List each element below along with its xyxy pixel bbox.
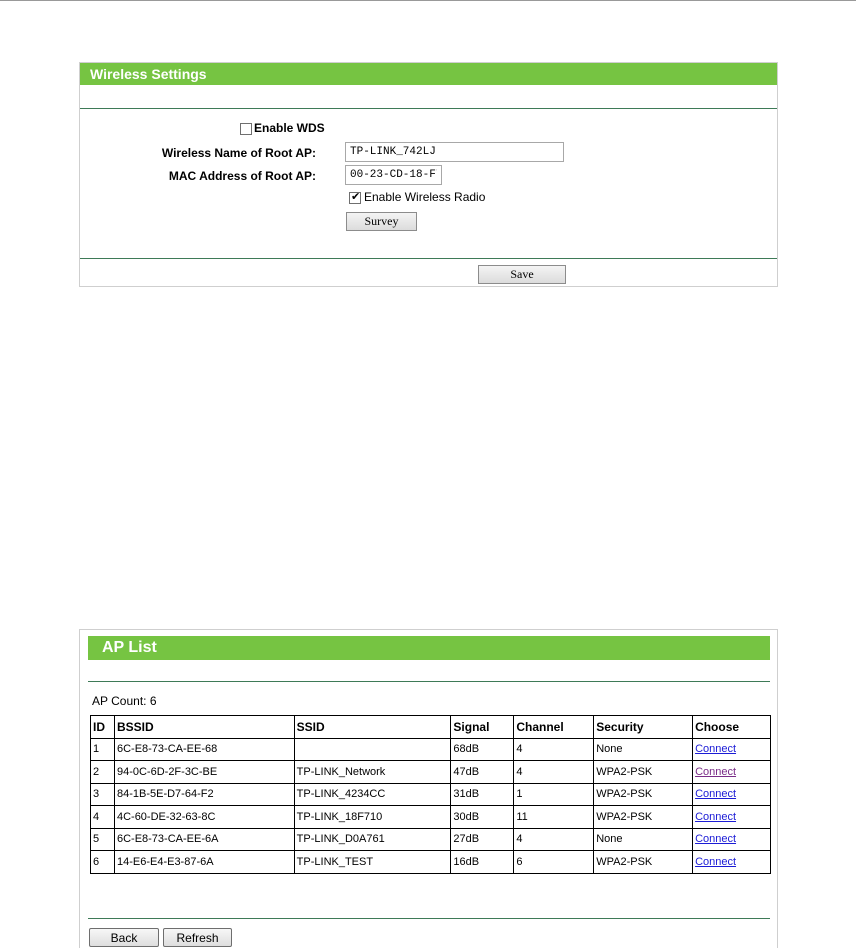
ap-count: AP Count: 6 [92, 694, 157, 708]
enable-wds-label: Enable WDS [254, 121, 325, 135]
ap-list-table [90, 715, 771, 874]
table-row [91, 851, 771, 874]
survey-button[interactable]: Survey [346, 212, 417, 231]
cell-channel: 11 [514, 806, 594, 829]
cell-bssid: 84-1B-5E-D7-64-F2 [114, 783, 294, 806]
top-rule [0, 0, 856, 1]
cell-security: WPA2-PSK [594, 783, 693, 806]
refresh-button[interactable]: Refresh [163, 928, 232, 947]
cell-id: 1 [91, 738, 115, 761]
cell-ssid: TP-LINK_TEST [294, 851, 451, 874]
cell-bssid: 94-0C-6D-2F-3C-BE [114, 761, 294, 784]
column-header-choose: Choose [693, 716, 771, 739]
cell-bssid: 6C-E8-73-CA-EE-68 [114, 738, 294, 761]
cell-channel: 4 [514, 738, 594, 761]
table-row [91, 828, 771, 851]
cell-signal: 68dB [451, 738, 514, 761]
cell-choose [693, 738, 771, 761]
cell-signal: 16dB [451, 851, 514, 874]
divider [88, 918, 770, 919]
cell-id: 5 [91, 828, 115, 851]
column-header-channel: Channel [514, 716, 594, 739]
cell-ssid: TP-LINK_4234CC [294, 783, 451, 806]
enable-wds-checkbox[interactable] [240, 123, 252, 135]
cell-security: WPA2-PSK [594, 851, 693, 874]
divider [80, 108, 777, 109]
wireless-settings-panel [79, 62, 778, 287]
cell-id: 2 [91, 761, 115, 784]
table-row [91, 783, 771, 806]
cell-choose [693, 761, 771, 784]
cell-choose [693, 851, 771, 874]
cell-bssid: 4C-60-DE-32-63-8C [114, 806, 294, 829]
cell-choose [693, 806, 771, 829]
table-row [91, 761, 771, 784]
divider [88, 681, 770, 682]
table-row [91, 738, 771, 761]
cell-signal: 31dB [451, 783, 514, 806]
cell-ssid [294, 738, 451, 761]
ap-list-title: AP List [88, 636, 770, 660]
cell-id: 6 [91, 851, 115, 874]
connect-link[interactable]: Connect [695, 765, 737, 778]
cell-security: None [594, 738, 693, 761]
column-header-signal: Signal [451, 716, 514, 739]
cell-channel: 4 [514, 828, 594, 851]
cell-signal: 30dB [451, 806, 514, 829]
cell-security: WPA2-PSK [594, 806, 693, 829]
table-row [91, 806, 771, 829]
cell-ssid: TP-LINK_D0A761 [294, 828, 451, 851]
save-button[interactable]: Save [478, 265, 566, 284]
ap-list-panel [79, 629, 778, 948]
cell-security: None [594, 828, 693, 851]
column-header-security: Security [594, 716, 693, 739]
column-header-bssid: BSSID [114, 716, 294, 739]
back-button[interactable]: Back [89, 928, 159, 947]
cell-ssid: TP-LINK_Network [294, 761, 451, 784]
connect-link[interactable]: Connect [695, 743, 737, 756]
root-ap-mac-label: MAC Address of Root AP: [168, 169, 316, 183]
cell-security: WPA2-PSK [594, 761, 693, 784]
divider [80, 258, 777, 259]
cell-bssid: 6C-E8-73-CA-EE-6A [114, 828, 294, 851]
cell-choose [693, 828, 771, 851]
wireless-settings-title: Wireless Settings [80, 63, 777, 85]
cell-signal: 47dB [451, 761, 514, 784]
column-header-ssid: SSID [294, 716, 451, 739]
root-ap-name-label: Wireless Name of Root AP: [161, 146, 316, 160]
connect-link[interactable]: Connect [695, 855, 737, 868]
cell-choose [693, 783, 771, 806]
cell-bssid: 14-E6-E4-E3-87-6A [114, 851, 294, 874]
cell-channel: 4 [514, 761, 594, 784]
cell-ssid: TP-LINK_18F710 [294, 806, 451, 829]
connect-link[interactable]: Connect [695, 788, 737, 801]
table-header-row [91, 716, 771, 739]
cell-id: 3 [91, 783, 115, 806]
column-header-id: ID [91, 716, 115, 739]
connect-link[interactable]: Connect [695, 833, 737, 846]
enable-wireless-radio-checkbox[interactable] [349, 192, 361, 204]
cell-channel: 6 [514, 851, 594, 874]
cell-channel: 1 [514, 783, 594, 806]
connect-link[interactable]: Connect [695, 810, 737, 823]
cell-signal: 27dB [451, 828, 514, 851]
root-ap-name-input[interactable] [345, 142, 564, 162]
cell-id: 4 [91, 806, 115, 829]
root-ap-mac-input[interactable] [345, 165, 442, 185]
enable-wireless-radio-label: Enable Wireless Radio [364, 190, 486, 204]
